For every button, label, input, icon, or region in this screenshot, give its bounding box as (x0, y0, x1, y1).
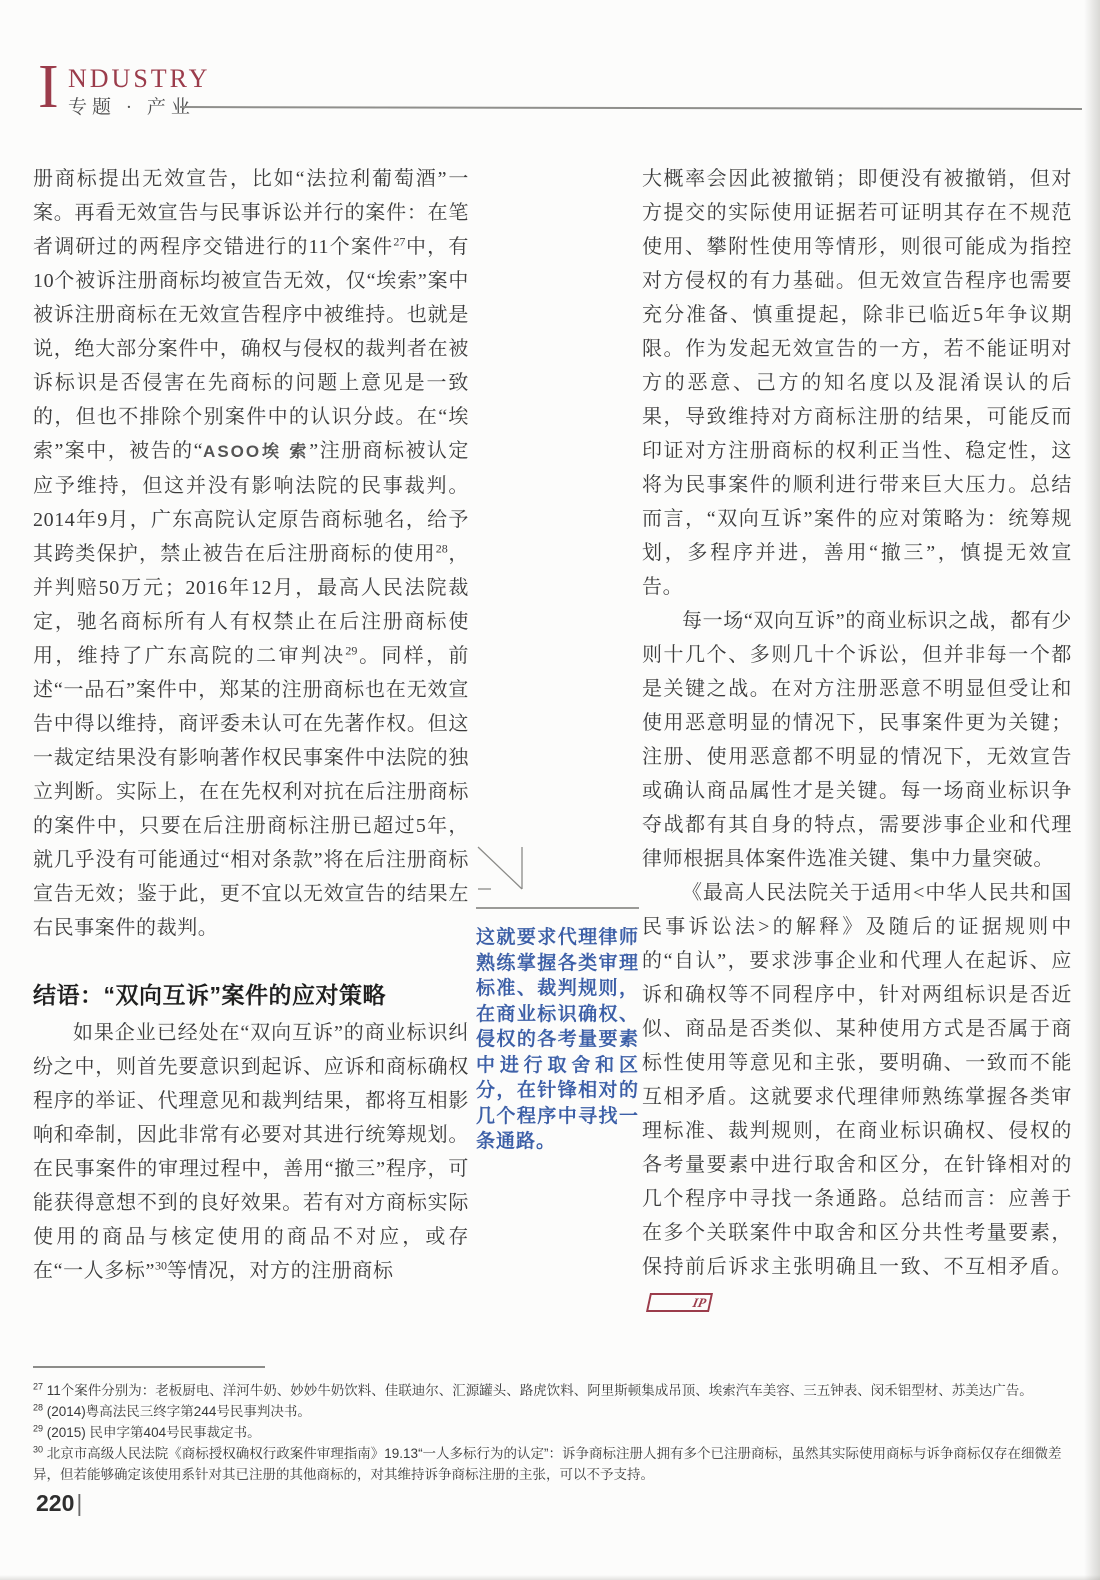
footnote-30 (33, 1443, 1079, 1485)
body-text: 《最高人民法院关于适用<中华人民共和国民事诉讼法>的解释》及随后的证据规则中的“自认”，要求涉事企业和代理人在起诉、应诉和确权等不同程序中，针对两组标识是否近似、商品是否类似、某种使用方式是否属于商标性使用等意见和主张，要明确、一致而不能互相矛盾。这就要求代理律师熟练掌握各类审理标准、裁判规则，在商业标识确权、侵权的各考量要素中进行取舍和区分，在针锋相对的几个程序中寻找一条通路。总结而言：应善于在多个关联案件中取舍和区分共性考量要素，保持前后诉求主张明确且一致、不互相矛盾。 (642, 882, 1072, 1278)
masthead-subtitle: 专题 · 产业 (68, 97, 195, 118)
footnote-rule (33, 1366, 265, 1368)
footnote-text: 北京市高级人民法院《商标授权确权行政案件审理指南》19.13“一人多标行为的认定”：诉争商标注册人拥有多个已注册商标，虽然其实际使用商标与诉争商标仅存在细微差异，但若能够确定该使用系针对其已注册的其他商标的，对其维持诉争商标注册的主张，可以不予支持。 (33, 1446, 1062, 1482)
pull-quote-rule (476, 907, 639, 909)
footnote-29 (33, 1422, 1079, 1443)
body-text: 中，有10个被诉注册商标均被宣告无效，仅“埃索”案中被诉注册商标在无效宣告程序中被维持。也就是说，绝大部分案件中，确权与侵权的裁判者在被诉标识是否侵害在先商标的问题上意见是一致的，但也不排除个别案件中的认识分歧。在“埃索”案中，被告的“ (33, 236, 469, 462)
header-rule (180, 106, 1082, 109)
footnote-number: 28 (33, 1402, 44, 1413)
page-number-divider: | (76, 1490, 83, 1516)
body-text: 册商标提出无效宣告，比如“法拉利葡萄酒”一案。再看无效宣告与民事诉讼并行的案件：在笔者调研过的两程序交错进行的11个案件 (33, 168, 469, 258)
footnotes-block (33, 1366, 1079, 1485)
body-text: ，并判赔50万元；2016年12月，最高人民法院裁定，驰名商标所有人有权禁止在后注册商标使用，维持了广东高院的二审判决 (33, 543, 469, 667)
right-paragraph-1: 大概率会因此被撤销；即便没有被撤销，但对方提交的实际使用证据若可证明其存在不规范使用、攀附性使用等情形，则很可能成为指控对方侵权的有力基础。但无效宣告程序也需要充分准备、慎重提起，除非已临近5年争议期限。作为发起无效宣告的一方，若不能证明对方的恶意、己方的知名度以及混淆误认的后果，导致维持对方商标注册的结果，可能反而印证对方注册商标的权利正当性、稳定性，这将为民事案件的顺利进行带来巨大压力。总结而言，“双向互诉”案件的应对策略为：统筹规划，多程序并进，善用“撤三”，慎提无效宣告。 (642, 168, 1072, 598)
masthead-initial-letter: I (38, 53, 59, 121)
body-text: 等情况，对方的注册商标 (166, 1260, 394, 1282)
right-paragraph-3 (642, 876, 1072, 1318)
footnote-text: (2014)粤高法民三终字第244号民事判决书。 (46, 1404, 311, 1419)
scan-edge-shadow-bottom (0, 1575, 1100, 1580)
left-column (33, 162, 469, 1288)
right-paragraph-2: 每一场“双向互诉”的商业标识之战，都有少则十几个、多则几十个诉讼，但并非每一个都是关键之战。在对方注册恶意不明显但受让和使用恶意明显的情况下，民事案件更为关键；注册、使用恶意都不明显的情况下，无效宣告或确认商品属性才是关键。每一场商业标识争夺战都有其自身的特点，需要涉事企业和代理律师根据具体案件选准关键、集中力量突破。 (642, 610, 1072, 870)
footnote-ref-30: 30 (154, 1258, 167, 1273)
page-number (36, 1490, 82, 1517)
footnote-27 (33, 1380, 1079, 1401)
footnote-number: 29 (33, 1423, 44, 1434)
footnote-28 (33, 1401, 1079, 1422)
body-text: ”注册商标被认定应予维持，但这并没有影响法院的民事裁判。2014年9月，广东高院认定原告商标驰名，给予其跨类保护，禁止被告在后注册商标的使用 (33, 440, 469, 565)
footnote-text: (2015) 民申字第404号民事裁定书。 (46, 1425, 261, 1440)
footnote-ref-28: 28 (435, 541, 448, 556)
corner-arrow-icon (476, 845, 526, 893)
article-end-ip-mark: IP (646, 1293, 713, 1312)
right-column (642, 162, 1072, 1318)
left-paragraph-1 (33, 162, 469, 945)
left-paragraph-2 (33, 1016, 469, 1288)
footnote-ref-27: 27 (393, 234, 406, 249)
pull-quote-text: 这就要求代理律师熟练掌握各类审理标准、裁判规则，在商业标识确权、侵权的各考量要素中进行取舍和区分，在针锋相对的几个程序中寻找一条通路。 (476, 927, 639, 1152)
masthead-wordmark: NDUSTRY (68, 64, 211, 93)
pull-quote-block (476, 845, 639, 1155)
footnote-text: 11个案件分别为：老板厨电、洋河牛奶、妙妙牛奶饮料、佳联迪尔、汇源罐头、路虎饮料、阿里斯顿集成吊顶、埃索汽车美容、三五钟表、闵禾铝型材、苏美达广告。 (46, 1383, 1033, 1398)
section-heading: 结语：“双向互诉”案件的应对策略 (33, 982, 386, 1008)
footnote-number: 27 (33, 1381, 44, 1392)
body-text: 。同样，前述“一品石”案件中，郑某的注册商标也在无效宣告中得以维持，商评委未认可在先著作权。但这一裁定结果没有影响著作权民事案件中法院的独立判断。实际上，在在先权利对抗在后注册商标的案件中，只要在后注册商标注册已超过5年，就几乎没有可能通过“相对条款”将在后注册商标宣告无效；鉴于此，更不宜以无效宣告的结果左右民事案件的裁判。 (33, 645, 469, 939)
footnote-number: 30 (33, 1444, 44, 1455)
body-text: 如果企业已经处在“双向互诉”的商业标识纠纷之中，则首先要意识到起诉、应诉和商标确权程序的举证、代理意见和裁判结果，都将互相影响和牵制，因此非常有必要对其进行统筹规划。在民事案件的审理过程中，善用“撤三”程序，可能获得意想不到的良好效果。若有对方商标实际使用的商品与核定使用的商品不对应，或存在“一人多标” (33, 1022, 469, 1282)
scan-edge-shadow-right (1084, 0, 1100, 1580)
footnote-ref-29: 29 (345, 643, 358, 658)
page-number-value: 220 (36, 1490, 75, 1516)
trademark-asoo-logo-text: ASOO埃 索 (203, 442, 310, 461)
